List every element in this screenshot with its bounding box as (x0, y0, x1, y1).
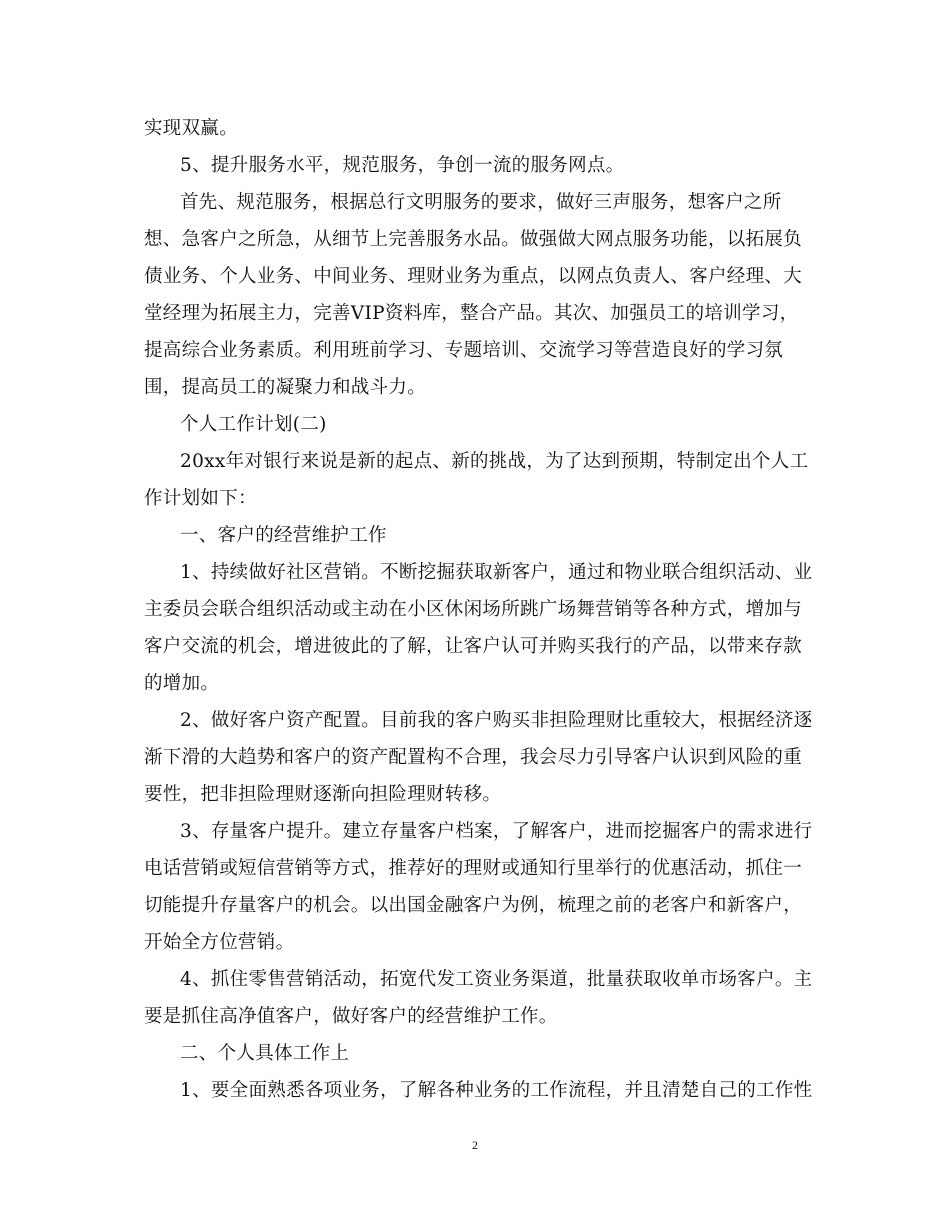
body-line: 5、提升服务水平，规范服务，争创一流的服务网点。 (180, 155, 625, 176)
page-number: 2 (472, 1138, 478, 1152)
body-line: 20xx年对银行来说是新的起点、新的挑战，为了达到预期，特制定出个人工 (180, 451, 809, 472)
section-heading: 二、个人具体工作上 (180, 1043, 350, 1064)
body-line: 渐下滑的大趋势和客户的资产配置构不合理，我会尽力引导客户认识到风险的重 (144, 747, 803, 768)
body-line: 堂经理为拓展主力，完善VIP资料库，整合产品。其次、加强员工的培训学习， (144, 303, 799, 324)
body-line: 要性，把非担险理财逐渐向担险理财转移。 (144, 784, 502, 805)
body-line: 的增加。 (144, 673, 220, 694)
body-line: 实现双赢。 (144, 118, 239, 139)
body-line: 3、存量客户提升。建立存量客户档案，了解客户，进而挖掘客户的需求进行 (180, 821, 813, 842)
body-line: 1、持续做好社区营销。不断挖掘获取新客户，通过和物业联合组织活动、业 (180, 562, 813, 583)
body-line: 要是抓住高净值客户，做好客户的经营维护工作。 (144, 1006, 558, 1027)
body-line: 1、要全面熟悉各项业务，了解各种业务的工作流程，并且清楚自己的工作性 (180, 1080, 813, 1101)
section-heading: 一、客户的经营维护工作 (180, 525, 387, 546)
body-line: 想、急客户之所急，从细节上完善服务水品。做强做大网点服务功能，以拓展负 (144, 229, 803, 250)
section-heading: 个人工作计划(二) (180, 414, 327, 435)
body-line: 围，提高员工的凝聚力和战斗力。 (144, 377, 427, 398)
body-line: 2、做好客户资产配置。目前我的客户购买非担险理财比重较大，根据经济逐 (180, 710, 813, 731)
body-line: 客户交流的机会，增进彼此的了解，让客户认可并购买我行的产品，以带来存款 (144, 636, 803, 657)
body-line: 开始全方位营销。 (144, 932, 295, 953)
body-line: 切能提升存量客户的机会。以出国金融客户为例，梳理之前的老客户和新客户， (144, 895, 803, 916)
body-line: 4、抓住零售营销活动，拓宽代发工资业务渠道，批量获取收单市场客户。主 (180, 969, 813, 990)
body-line: 首先、规范服务，根据总行文明服务的要求，做好三声服务，想客户之所 (180, 192, 782, 213)
body-line: 提高综合业务素质。利用班前学习、专题培训、交流学习等营造良好的学习氛 (144, 340, 784, 361)
body-line: 作计划如下： (144, 488, 257, 509)
body-line: 债业务、个人业务、中间业务、理财业务为重点，以网点负责人、客户经理、大 (144, 266, 803, 287)
body-line: 电话营销或短信营销等方式，推荐好的理财或通知行里举行的优惠活动，抓住一 (144, 858, 803, 879)
body-line: 主委员会联合组织活动或主动在小区休闲场所跳广场舞营销等各种方式，增加与 (144, 599, 803, 620)
